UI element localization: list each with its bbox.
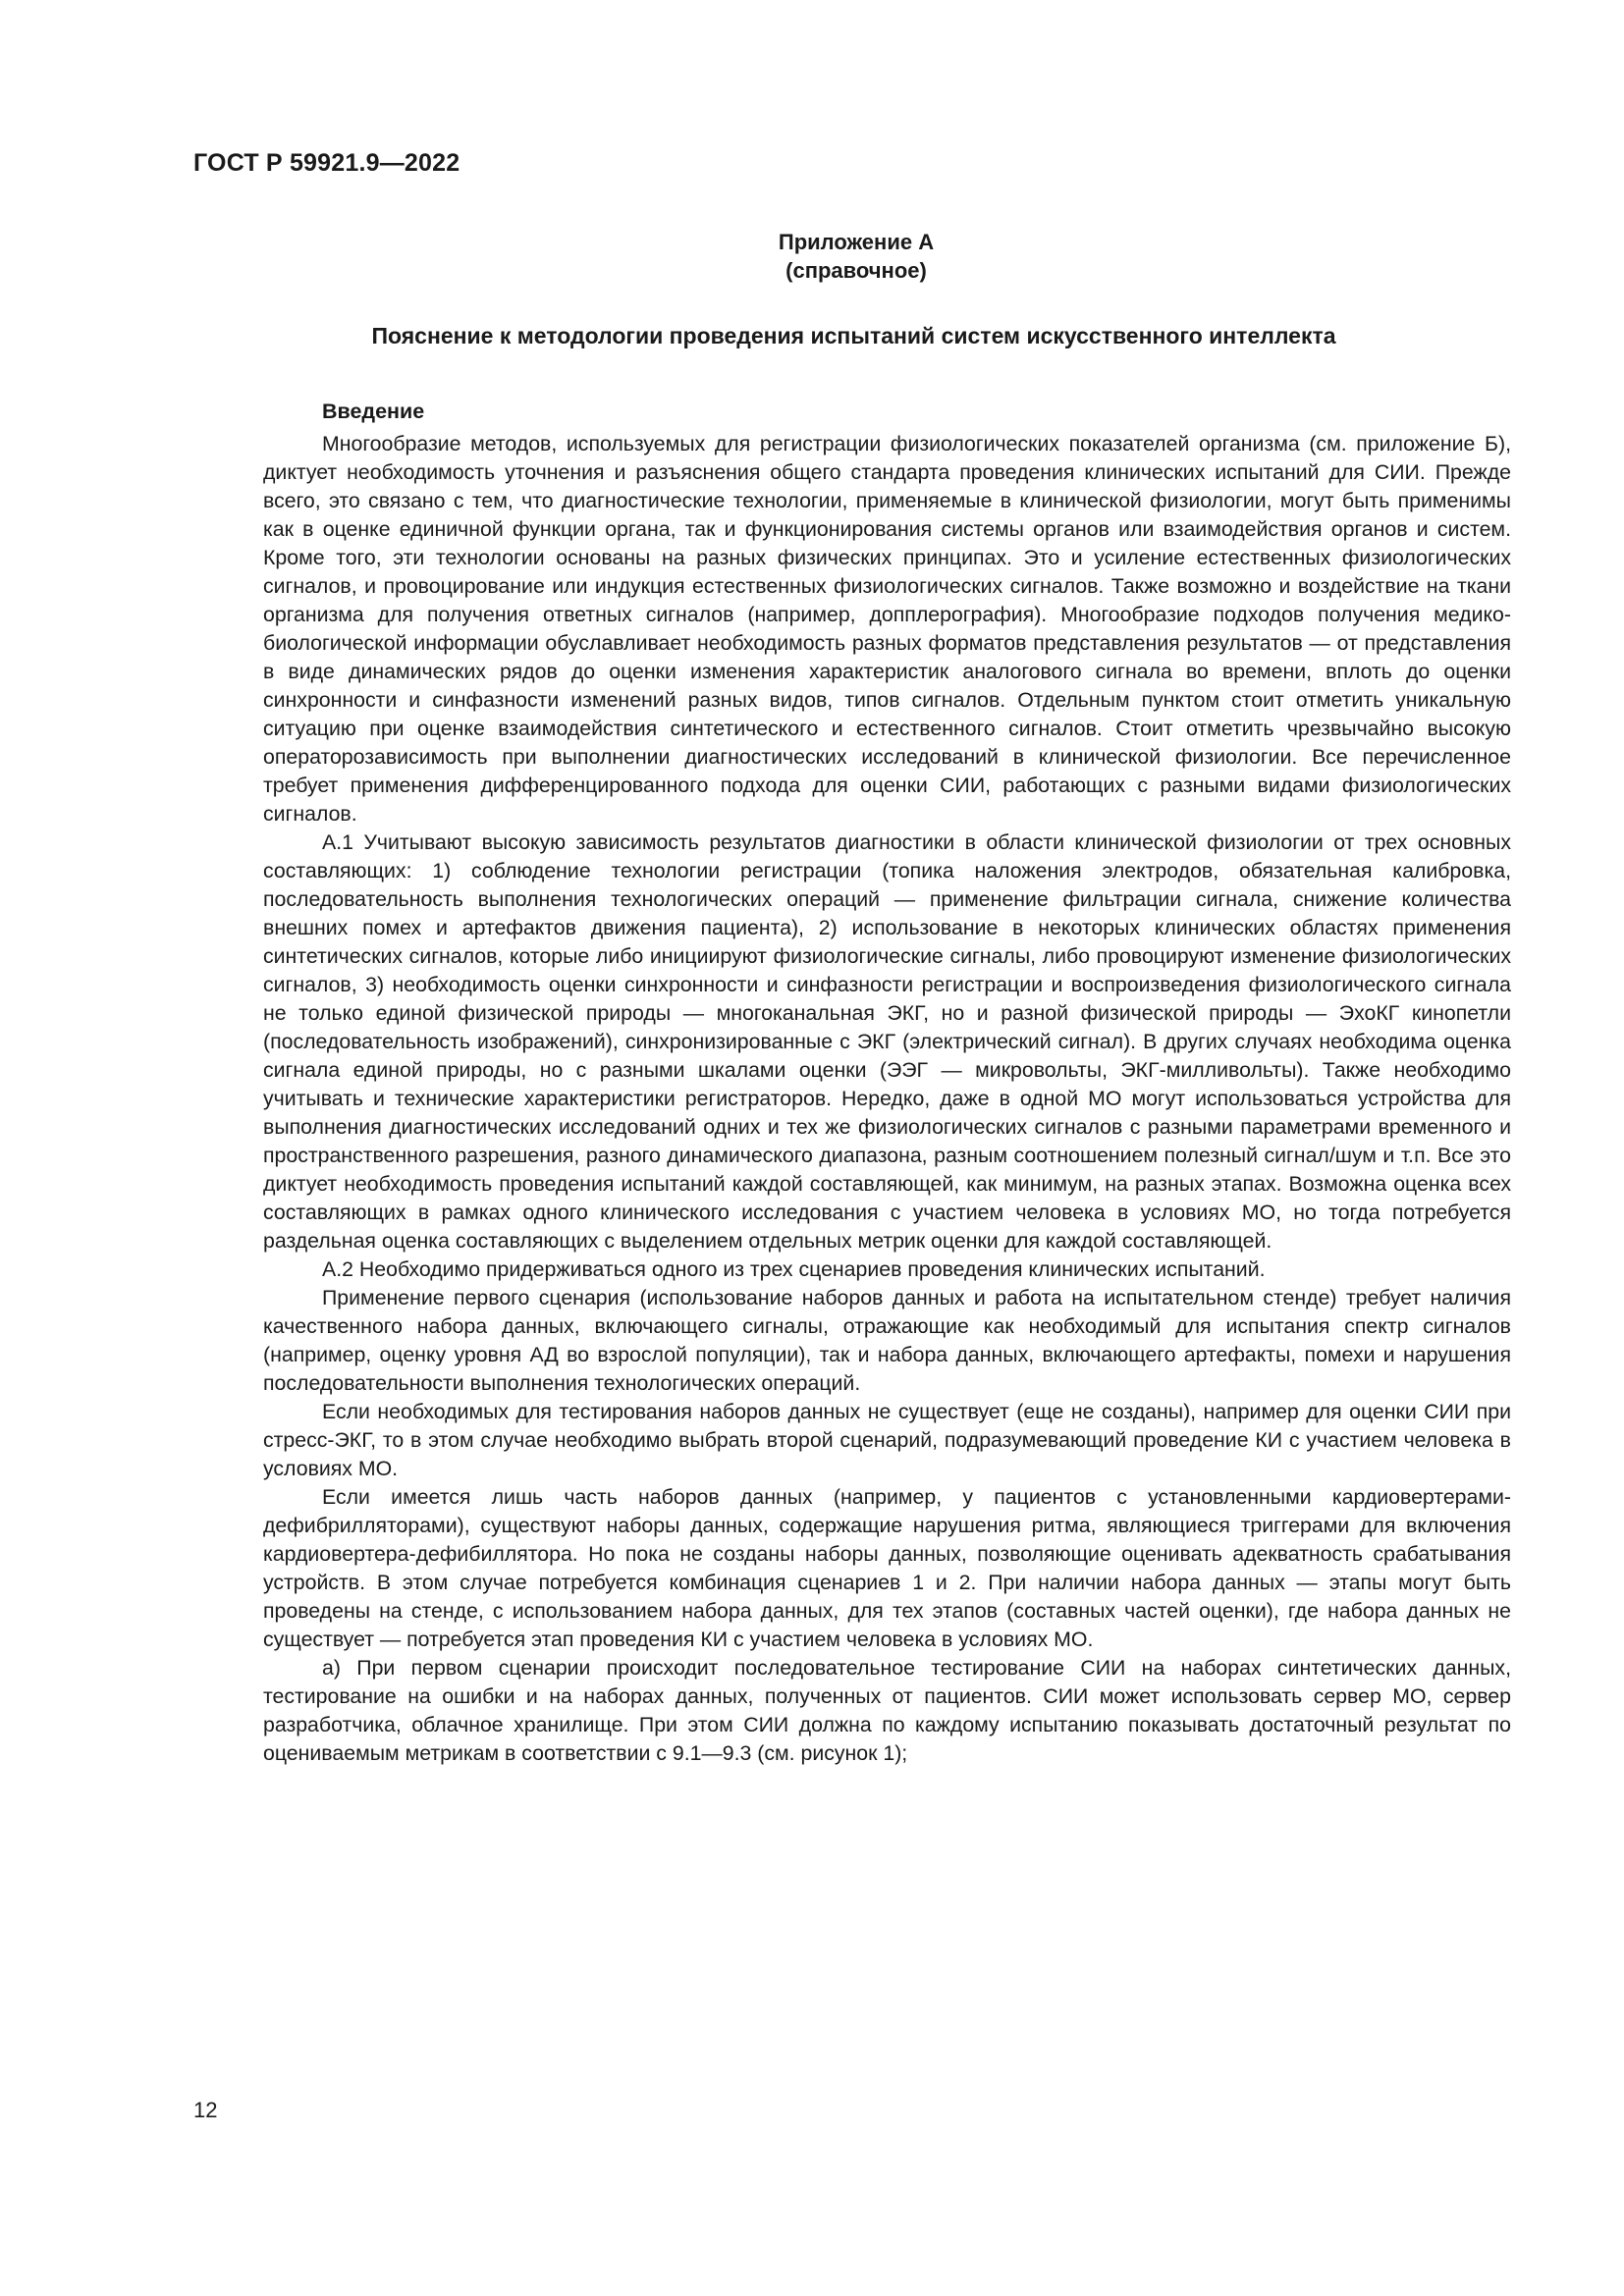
document-body [263, 398, 1511, 1768]
page-number: 12 [193, 2098, 218, 2122]
document-code: ГОСТ Р 59921.9—2022 [193, 149, 460, 177]
paragraph: Если имеется лишь часть наборов данных (например, у пациентов с установленными кардиовертерами-дефибрилляторами), существуют наборы данных, содержащие нарушения ритма, являющиеся триггерами для включения кардиовертера-дефибиллятора. Но пока не созданы наборы данных, позволяющие оценивать адекватность срабатывания устройств. В этом случае потребуется комбинация сценариев 1 и 2. При наличии набора данных — этапы могут быть проведены на стенде, с использованием набора данных, для тех этапов (составных частей оценки), где набора данных не существует — потребуется этап проведения КИ с участием человека в условиях МО. [263, 1485, 1511, 1651]
annex-status: (справочное) [785, 258, 927, 283]
paragraph: Если необходимых для тестирования наборов данных не существует (еще не созданы), например для оценки СИИ при стресс-ЭКГ, то в этом случае необходимо выбрать второй сценарий, подразумевающий проведение КИ с участием человека в условиях МО. [263, 1400, 1511, 1480]
annex-heading [267, 228, 1445, 285]
paragraph: А.1 Учитывают высокую зависимость результатов диагностики в области клинической физиологии от трех основных составляющих: 1) соблюдение технологии регистрации (топика наложения электродов, обязательная калибровка, последовательность выполнения технологических операций — применение фильтрации сигнала, снижение количества внешних помех и артефактов движения пациента), 2) использование в некоторых клинических областях применения синтетических сигналов, которые либо инициируют физиологические сигналы, либо провоцируют изменение физиологических сигналов, 3) необходимость оценки синхронности и синфазности регистрации и воспроизведения физиологического сигнала не только единой физической природы — многоканальная ЭКГ, но и разной физической природы — ЭхоКГ кинопетли (последовательность изображений), синхронизированные с ЭКГ (электрический сигнал). В других случаях необходима оценка сигнала единой природы, но с разными шкалами оценки (ЭЭГ — микровольты, ЭКГ-милливольты). Также необходимо учитывать и технические характеристики регистраторов. Нередко, даже в одной МО могут использоваться устройства для выполнения диагностических исследований одних и тех же физиологических сигналов с разными параметрами временного и пространственного разрешения, разного динамического диапазона, разным соотношением полезный сигнал/шум и т.п. Все это диктует необходимость проведения испытаний каждой составляющей, как минимум, на разных этапах. Возможна оценка всех составляющих в рамках одного клинического исследования с участием человека в условиях МО, но тогда потребуется раздельная оценка составляющих с выделением отдельных метрик оценки для каждой составляющей. [263, 830, 1511, 1253]
paragraph: а) При первом сценарии происходит последовательное тестирование СИИ на наборах синтетических данных, тестирование на ошибки и на наборах данных, полученных от пациентов. СИИ может использовать сервер МО, сервер разработчика, облачное хранилище. При этом СИИ должна по каждому испытанию показывать достаточный результат по оцениваемым метрикам в соответствии с 9.1—9.3 (см. рисунок 1); [263, 1656, 1511, 1765]
annex-label: Приложение А [778, 230, 935, 254]
annex-title: Пояснение к методологии проведения испытаний систем искусственного интеллекта [371, 323, 1336, 348]
paragraph: Многообразие методов, используемых для регистрации физиологических показателей организма (см. приложение Б), диктует необходимость уточнения и разъяснения общего стандарта проведения клинических испытаний для СИИ. Прежде всего, это связано с тем, что диагностические технологии, применяемые в клинической физиологии, могут быть применимы как в оценке единичной функции органа, так и функционирования системы органов или взаимодействия органов и систем. Кроме того, эти технологии основаны на разных физических принципах. Это и усиление естественных физиологических сигналов, и провоцирование или индукция естественных физиологических сигналов. Также возможно и воздействие на ткани организма для получения ответных сигналов (например, допплерография). Многообразие подходов получения медико-биологической информации обуславливает необходимость разных форматов представления результатов — от представления в виде динамических рядов до оценки изменения характеристик аналогового сигнала во времени, вплоть до оценки синхронности и синфазности изменений разных видов, типов сигналов. Отдельным пунктом стоит отметить уникальную ситуацию при оценке взаимодействия синтетического и естественного сигналов. Стоит отметить чрезвычайно высокую операторозависимость при выполнении диагностических исследований в клинической физиологии. Все перечисленное требует применения дифференцированного подхода для оценки СИИ, работающих с разными видами физиологических сигналов. [263, 432, 1511, 826]
paragraph: Применение первого сценария (использование наборов данных и работа на испытательном стенде) требует наличия качественного набора данных, включающего сигналы, отражающие как необходимый для испытания спектр сигналов (например, оценку уровня АД во взрослой популяции), так и набора данных, включающего артефакты, помехи и нарушения последовательности выполнения технологических операций. [263, 1286, 1511, 1395]
paragraph: А.2 Необходимо придерживаться одного из трех сценариев проведения клинических испытаний. [322, 1257, 1266, 1281]
section-heading: Введение [322, 400, 425, 423]
